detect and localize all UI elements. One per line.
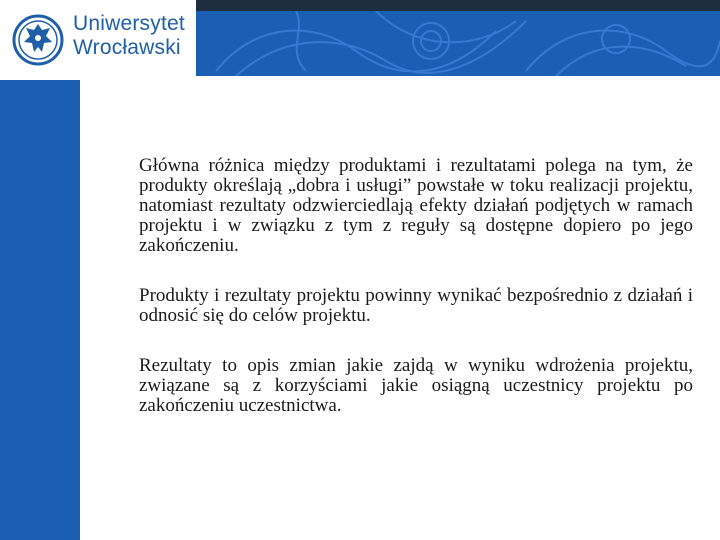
university-name (73, 12, 185, 60)
header-decoration (196, 11, 720, 76)
left-blue-band (0, 80, 80, 540)
slide-content (139, 156, 693, 416)
eagle-crest-icon (12, 12, 64, 68)
top-dark-bar (196, 0, 720, 11)
logo-line-2: Wrocławski (73, 36, 181, 59)
paragraph-3: Rezultaty to opis zmian jakie zajdą w wyniku wdrożenia projektu, związane są z korzyściami jakie osiągną uczestnicy projektu po zakończeniu uczestnictwa. (139, 355, 693, 416)
logo-line-1: Uniwersytet (73, 12, 185, 35)
paragraph-1: Główna różnica między produktami i rezultatami polega na tym, że produkty określają „dobra i usługi” powstałe w toku realizacji projektu, natomiast rezultaty odzwierciedlają efekty działań podjętych w ramach projektu i w związku z tym z reguły są dostępne dopiero po jego zakończeniu. (139, 155, 693, 256)
paragraph-2: Produkty i rezultaty projektu powinny wynikać bezpośrednio z działań i odnosić się do celów projektu. (139, 285, 693, 326)
university-logo (0, 0, 196, 80)
